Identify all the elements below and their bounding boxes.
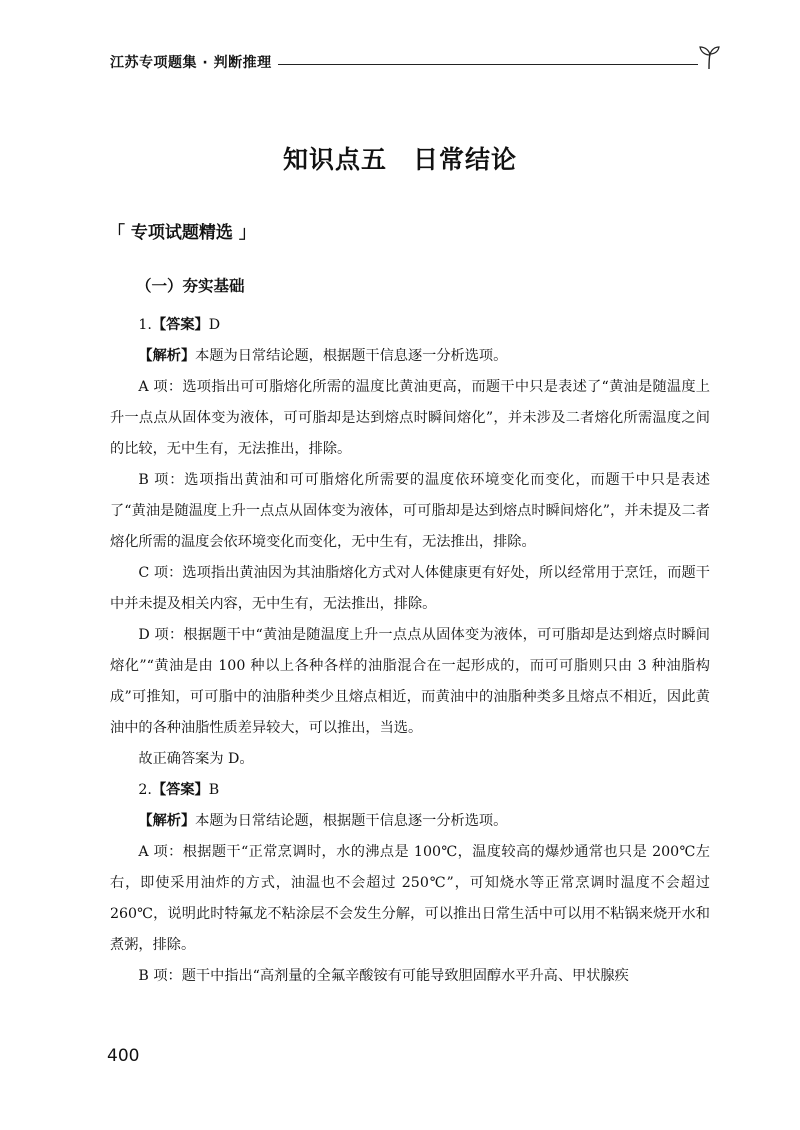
q1-answer-label: 【答案】	[151, 317, 209, 333]
q1-option-d: D 项：根据题干中“黄油是随温度上升一点点从固体变为液体，可可脂却是达到熔点时瞬间熔化”“黄油是由 100 种以上各种各样的油脂混合在一起形成的，而可可脂则只由 3 种油脂构成”可推知，可可脂中的油脂种类少且熔点相近，而黄油中的油脂种类多且熔点不相近，因此黄油中的各种油脂性质差异较大，可以推出，当选。	[110, 627, 710, 736]
answer-content	[110, 310, 710, 992]
q2-option-b: B 项：题干中指出“高剂量的全氟辛酸铵有可能导致胆固醇水平升高、甲状腺疾	[138, 968, 629, 984]
q2-answer-line	[110, 775, 710, 806]
q1-answer-value: D	[208, 317, 221, 333]
q2-answer-value: B	[208, 782, 220, 798]
header-rule	[278, 64, 698, 65]
q1-option-a: A 项：选项指出可可脂熔化所需的温度比黄油更高，而题干中只是表述了“黄油是随温度上升一点点从固体变为液体，可可脂却是达到熔点时瞬间熔化”，并未涉及二者熔化所需温度之间的比较，无中生有，无法推出，排除。	[110, 379, 710, 457]
q2-option-a: A 项：根据题干“正常烹调时，水的沸点是 100℃，温度较高的爆炒通常也只是 200℃左右，即使采用油炸的方式，油温也不会超过 250℃”，可知烧水等正常烹调时温度不会超过 260℃，说明此时特氟龙不粘涂层不会发生分解，可以推出日常生活中可以用不粘锅来烧开水和煮粥，排除。	[110, 844, 710, 953]
q1-conclusion: 故正确答案为 D。	[138, 751, 254, 767]
q2-analysis-text: 本题为日常结论题，根据题干信息逐一分析选项。	[195, 813, 508, 829]
q1-answer-line	[110, 310, 710, 341]
q1-number: 1.	[138, 317, 152, 333]
q2-answer-label: 【答案】	[151, 782, 209, 798]
q2-number: 2.	[138, 782, 152, 798]
q1-analysis-intro	[110, 341, 710, 372]
q2-analysis-label: 【解析】	[138, 813, 196, 829]
q1-analysis-label: 【解析】	[138, 348, 196, 364]
q1-option-b: B 项：选项指出黄油和可可脂熔化所需要的温度依环境变化而变化，而题干中只是表述了“黄油是随温度上升一点点从固体变为液体，可可脂却是达到熔点时瞬间熔化”，并未提及二者熔化所需的温度会依环境变化而变化，无中生有，无法推出，排除。	[110, 472, 710, 550]
chapter-title: 知识点五 日常结论	[282, 145, 517, 174]
q2-analysis-intro	[110, 806, 710, 837]
page-number: 400	[107, 1046, 140, 1066]
subsection-heading: （一）夯实基础	[136, 277, 245, 295]
running-header	[110, 40, 720, 80]
q1-option-c: C 项：选项指出黄油因为其油脂熔化方式对人体健康更有好处，所以经常用于烹饪，而题干中并未提及相关内容，无中生有，无法推出，排除。	[110, 565, 710, 612]
section-heading: 「 专项试题精选 」	[108, 223, 256, 243]
header-title: 江苏专项题集 · 判断推理	[110, 55, 272, 71]
q1-analysis-text: 本题为日常结论题，根据题干信息逐一分析选项。	[195, 348, 508, 364]
sprout-icon	[698, 44, 720, 70]
